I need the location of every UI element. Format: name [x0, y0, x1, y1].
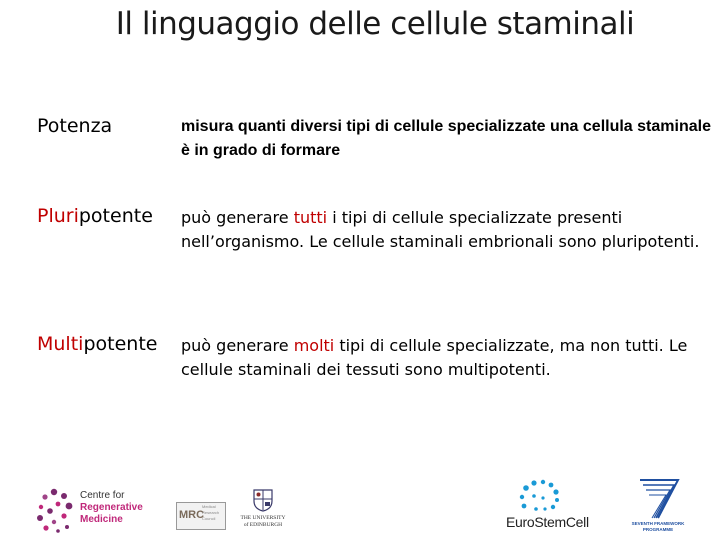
mrc-text: MRC	[179, 509, 205, 521]
eurostemcell-dots-icon	[512, 478, 572, 514]
term-rest: potente	[78, 205, 153, 227]
definition-text: può generare	[181, 208, 294, 227]
definition-multipotente	[181, 334, 711, 382]
crm-dots-icon	[34, 486, 74, 534]
mrc-logo	[176, 502, 226, 530]
edinburgh-logo	[232, 488, 294, 530]
edinburgh-crest-icon	[252, 488, 274, 512]
crm-line-1: Centre for	[80, 490, 125, 501]
crm-logo	[34, 486, 164, 534]
definition-text: i tipi di cellule specializzate presenti nell’organismo. Le cellule staminali embrionali sono pluripotenti.	[181, 208, 700, 251]
definition-highlight: tutti	[293, 208, 328, 227]
term-potenza: Potenza	[37, 115, 113, 137]
mrc-sub-2: Research	[202, 510, 220, 515]
definition-highlight: molti	[293, 336, 335, 355]
definition-potenza: misura quanti diversi tipi di cellule specializzate una cellula staminale è in grado di formare	[181, 118, 711, 159]
logos-footer	[0, 470, 720, 540]
edinburgh-line-1: THE UNIVERSITY	[240, 515, 286, 521]
term-highlight: Multi	[37, 333, 84, 355]
term-highlight: Pluri	[37, 205, 79, 227]
crm-line-3: Medicine	[80, 514, 123, 525]
term-multipotente	[37, 333, 157, 355]
slide-title: Il linguaggio delle cellule staminali	[115, 6, 635, 42]
fp7-logo	[626, 476, 690, 536]
definition-pluripotente	[181, 206, 706, 254]
mrc-sub-3: Council	[202, 516, 216, 521]
eurostemcell-text: EuroStemCell	[506, 514, 589, 530]
crm-line-2: Regenerative	[80, 502, 143, 513]
term-rest: potente	[83, 333, 158, 355]
term-pluripotente	[37, 205, 153, 227]
mrc-sub-1: Medical	[202, 504, 216, 509]
fp7-line-1: SEVENTH FRAMEWORK	[631, 521, 685, 526]
definition-text: tipi di cellule specializzate, ma non tutti. Le cellule staminali dei tessuti sono multipotenti.	[181, 336, 688, 379]
fp7-seven-icon	[634, 476, 684, 520]
definition-text: può generare	[181, 336, 294, 355]
edinburgh-line-2: of EDINBURGH	[243, 522, 283, 528]
fp7-line-2: PROGRAMME	[642, 527, 674, 532]
eurostemcell-logo	[506, 478, 602, 536]
